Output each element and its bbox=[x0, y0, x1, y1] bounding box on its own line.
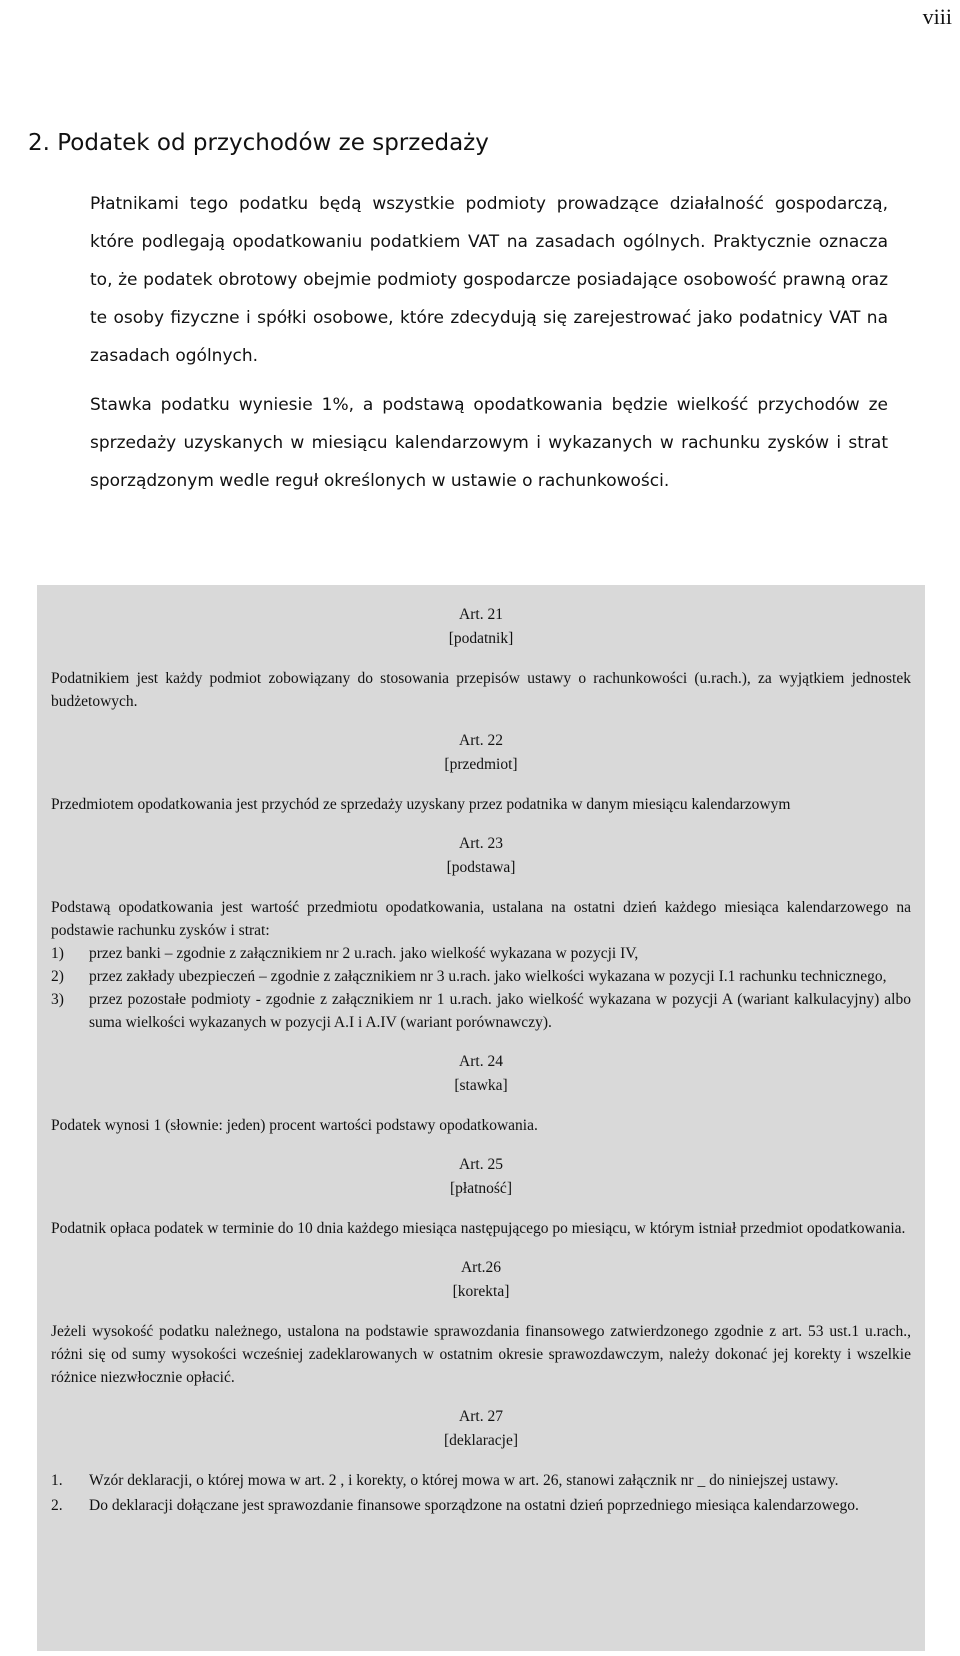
article-27 bbox=[51, 1405, 911, 1517]
article-heading bbox=[51, 1256, 911, 1304]
article-body: Podstawą opodatkowania jest wartość przedmiotu opodatkowania, ustalana na ostatni dzień każdego miesiąca kalendarzowego na podstawie rachunku zysków i strat: bbox=[51, 899, 911, 939]
article-number: Art. 22 bbox=[459, 732, 503, 749]
article-number: Art. 23 bbox=[459, 835, 503, 852]
article-subject: [korekta] bbox=[452, 1283, 510, 1300]
article-heading bbox=[51, 729, 911, 777]
article-heading bbox=[51, 1405, 911, 1453]
article-item-list bbox=[51, 942, 911, 1034]
article-body: Przedmiotem opodatkowania jest przychód ze sprzedaży uzyskany przez podatnika w danym miesiącu kalendarzowym bbox=[51, 796, 791, 813]
list-item-text: przez pozostałe podmioty - zgodnie z załącznikiem nr 1 u.rach. jako wielkość wykazana w pozycji A (wariant kalkulacyjny) albo suma wielkości wykazanych w pozycji A.I i A.IV (wariant porównawczy). bbox=[89, 991, 911, 1031]
article-subject: [podatnik] bbox=[448, 630, 514, 647]
article-23 bbox=[51, 832, 911, 1034]
article-21 bbox=[51, 603, 911, 713]
list-item-text: Wzór deklaracji, o której mowa w art. 2 , i korekty, o której mowa w art. 26, stanowi załącznik nr _ do niniejszej ustawy. bbox=[89, 1472, 839, 1489]
list-item bbox=[51, 965, 911, 988]
article-subject: [przedmiot] bbox=[444, 756, 518, 773]
list-item-number: 2) bbox=[51, 968, 64, 985]
article-heading bbox=[51, 603, 911, 651]
list-item-number: 1) bbox=[51, 945, 64, 962]
article-subject: [stawka] bbox=[454, 1077, 508, 1094]
article-subject: [płatność] bbox=[450, 1180, 512, 1197]
intro-paragraph: Stawka podatku wyniesie 1%, a podstawą opodatkowania będzie wielkość przychodów ze sprzedaży uzyskanych w miesiącu kalendarzowym i wykazanych w rachunku zysków i strat sporządzonym wedle reguł określonych w ustawie o rachunkowości. bbox=[90, 395, 888, 491]
article-number: Art. 24 bbox=[459, 1053, 503, 1070]
article-subject: [deklaracje] bbox=[444, 1432, 518, 1449]
article-item-list bbox=[51, 1469, 911, 1517]
list-item-text: Do deklaracji dołączane jest sprawozdanie finansowe sporządzone na ostatni dzień poprzedniego miesiąca kalendarzowego. bbox=[89, 1497, 859, 1514]
list-item bbox=[51, 988, 911, 1034]
article-number: Art.26 bbox=[460, 1259, 502, 1276]
list-item bbox=[51, 942, 911, 965]
list-item-number: 2. bbox=[51, 1497, 63, 1514]
list-item-number: 1. bbox=[51, 1472, 63, 1489]
article-25 bbox=[51, 1153, 911, 1240]
article-24 bbox=[51, 1050, 911, 1137]
list-item bbox=[51, 1469, 911, 1492]
section-heading: 2. Podatek od przychodów ze sprzedaży bbox=[28, 130, 489, 156]
article-heading bbox=[51, 832, 911, 880]
list-item-text: przez banki – zgodnie z załącznikiem nr 2 u.rach. jako wielkość wykazana w pozycji IV, bbox=[89, 945, 639, 962]
article-body: Podatnikiem jest każdy podmiot zobowiązany do stosowania przepisów ustawy o rachunkowości (u.rach.), za wyjątkiem jednostek budżetowych. bbox=[51, 670, 911, 710]
article-body: Jeżeli wysokość podatku należnego, ustalona na podstawie sprawozdania finansowego zatwierdzonego zgodnie z art. 53 ust.1 u.rach., różni się od sumy wysokości wcześniej zadeklarowanych w ostatnim okresie sprawozdawczym, należy dokonać jej korekty i wszelkie różnice niezwłocznie opłacić. bbox=[51, 1323, 911, 1386]
article-22 bbox=[51, 729, 911, 816]
article-number: Art. 25 bbox=[459, 1156, 503, 1173]
article-heading bbox=[51, 1050, 911, 1098]
article-number: Art. 27 bbox=[459, 1408, 503, 1425]
list-item-text: przez zakłady ubezpieczeń – zgodnie z załącznikiem nr 3 u.rach. jako wielkości wykazana w pozycji I.1 rachunku technicznego, bbox=[89, 968, 887, 985]
intro-paragraph: Płatnikami tego podatku będą wszystkie podmioty prowadzące działalność gospodarczą, które podlegają opodatkowaniu podatkiem VAT na zasadach ogólnych. Praktycznie oznacza to, że podatek obrotowy obejmie podmioty gospodarcze posiadające osobowość prawną oraz te osoby fizyczne i spółki osobowe, które zdecydują się zarejestrować jako podatnicy VAT na zasadach ogólnych. bbox=[90, 194, 888, 366]
article-number: Art. 21 bbox=[459, 606, 503, 623]
draft-law-box bbox=[37, 585, 925, 1651]
page-number: viii bbox=[922, 4, 952, 29]
article-heading bbox=[51, 1153, 911, 1201]
article-body: Podatek wynosi 1 (słownie: jeden) procent wartości podstawy opodatkowania. bbox=[51, 1117, 538, 1134]
article-26 bbox=[51, 1256, 911, 1389]
list-item-number: 3) bbox=[51, 991, 64, 1008]
article-subject: [podstawa] bbox=[446, 859, 516, 876]
list-item bbox=[51, 1494, 911, 1517]
article-body: Podatnik opłaca podatek w terminie do 10 dnia każdego miesiąca następującego po miesiącu, w którym istniał przedmiot opodatkowania. bbox=[51, 1220, 906, 1237]
